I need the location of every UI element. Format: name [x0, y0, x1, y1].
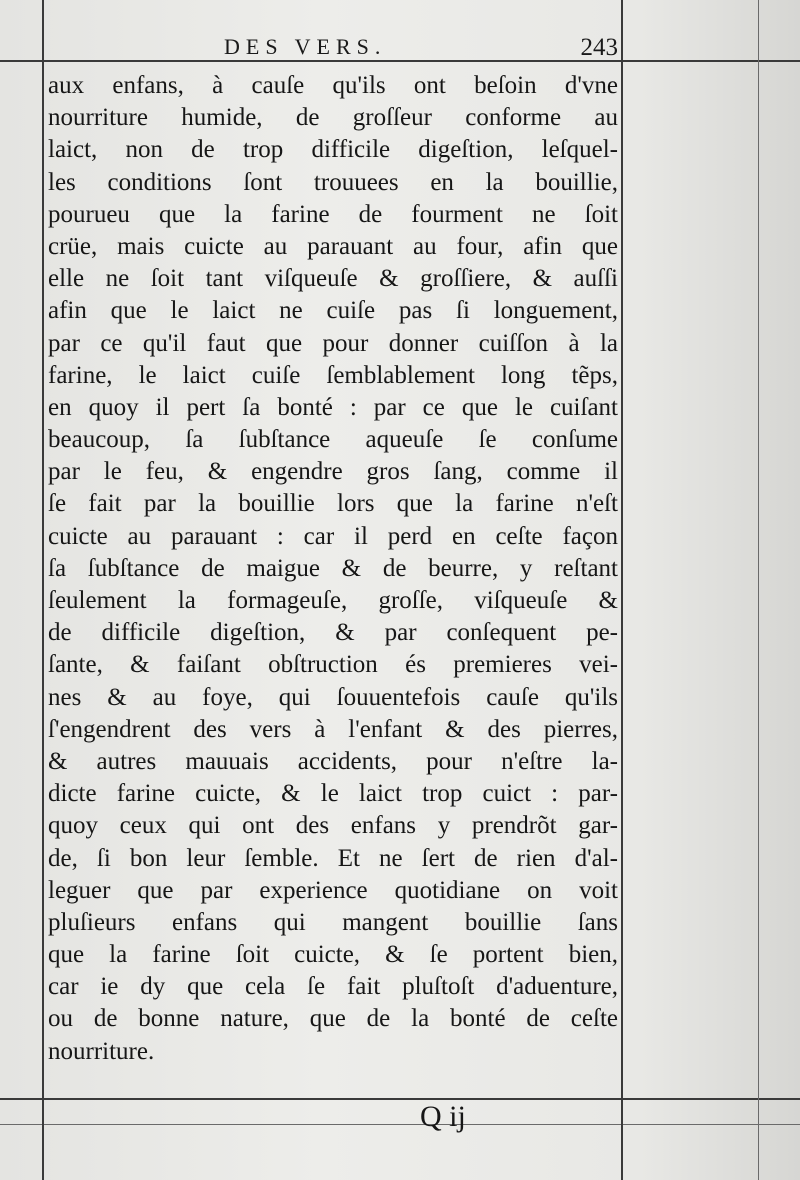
right-rule	[621, 0, 623, 1180]
text-line: nes & au foye, qui ſouuentefois cauſe qu'ils	[48, 683, 618, 711]
text-line: pourueu que la farine de fourment ne ſoit	[48, 200, 618, 228]
text-line: farine, le laict cuiſe ſemblablement long tẽps,	[48, 361, 618, 389]
text-line: en quoy il pert ſa bonté : par ce que le cuiſant	[48, 393, 618, 421]
text-line: par le feu, & engendre gros ſang, comme il	[48, 458, 618, 486]
page-number: 243	[580, 34, 618, 61]
top-rule	[0, 60, 800, 62]
text-line: leguer que par experience quotidiane on voit	[48, 876, 618, 904]
text-line: afin que le laict ne cuiſe pas ſi longuement,	[48, 297, 618, 325]
text-line: crüe, mais cuicte au parauant au four, afin que	[48, 232, 618, 260]
lower-rule	[0, 1124, 800, 1125]
text-line: ſa ſubſtance de maigue & de beurre, y reſtant	[48, 554, 618, 582]
text-line: & autres mauuais accidents, pour n'eſtre la-	[48, 747, 618, 775]
text-line: aux enfans, à cauſe qu'ils ont beſoin d'vne	[48, 72, 618, 99]
text-line: car ie dy que cela ſe fait pluſtoſt d'aduenture,	[48, 973, 618, 1001]
text-line: cuicte au parauant : car il perd en ceſte façon	[48, 522, 618, 550]
text-line: de difficile digeſtion, & par conſequent pe-	[48, 619, 618, 647]
text-line: ſante, & faiſant obſtruction és premieres vei-	[48, 651, 618, 679]
text-line: dicte farine cuicte, & le laict trop cuict : par-	[48, 780, 618, 808]
running-head: DES VERS.	[224, 34, 387, 59]
text-line: par ce qu'il faut que pour donner cuiſſon à la	[48, 329, 618, 357]
text-line: nourriture humide, de groſſeur conforme au	[48, 104, 618, 132]
margin-edge-rule	[758, 0, 759, 1180]
signature-mark: Q ij	[420, 1100, 466, 1133]
left-rule	[42, 0, 44, 1180]
text-line: ſe fait par la bouillie lors que la farine n'eſt	[48, 490, 618, 518]
text-line: quoy ceux qui ont des enfans y prendrõt gar-	[48, 812, 618, 840]
text-line: ſeulement la formageuſe, groſſe, viſqueuſe &	[48, 587, 618, 614]
text-line: que la farine ſoit cuicte, & ſe portent bien,	[48, 941, 618, 969]
text-line: les conditions ſont trouuees en la bouillie,	[48, 168, 618, 196]
text-line-final: nourriture.	[48, 1037, 155, 1065]
page-header	[44, 34, 622, 60]
text-line: de, ſi bon leur ſemble. Et ne ſert de rien d'al-	[48, 844, 618, 872]
text-line: laict, non de trop difficile digeſtion, leſquel-	[48, 136, 618, 164]
text-line: elle ne ſoit tant viſqueuſe & groſſiere, & auſſi	[48, 265, 618, 293]
bottom-rule	[0, 1098, 800, 1100]
text-line: pluſieurs enfans qui mangent bouillie ſans	[48, 908, 618, 936]
text-line: ou de bonne nature, que de la bonté de ceſte	[48, 1005, 618, 1033]
text-line: beaucoup, ſa ſubſtance aqueuſe ſe conſume	[48, 426, 618, 454]
text-line: ſ'engendrent des vers à l'enfant & des pierres,	[48, 715, 618, 743]
body-text	[48, 70, 618, 1068]
